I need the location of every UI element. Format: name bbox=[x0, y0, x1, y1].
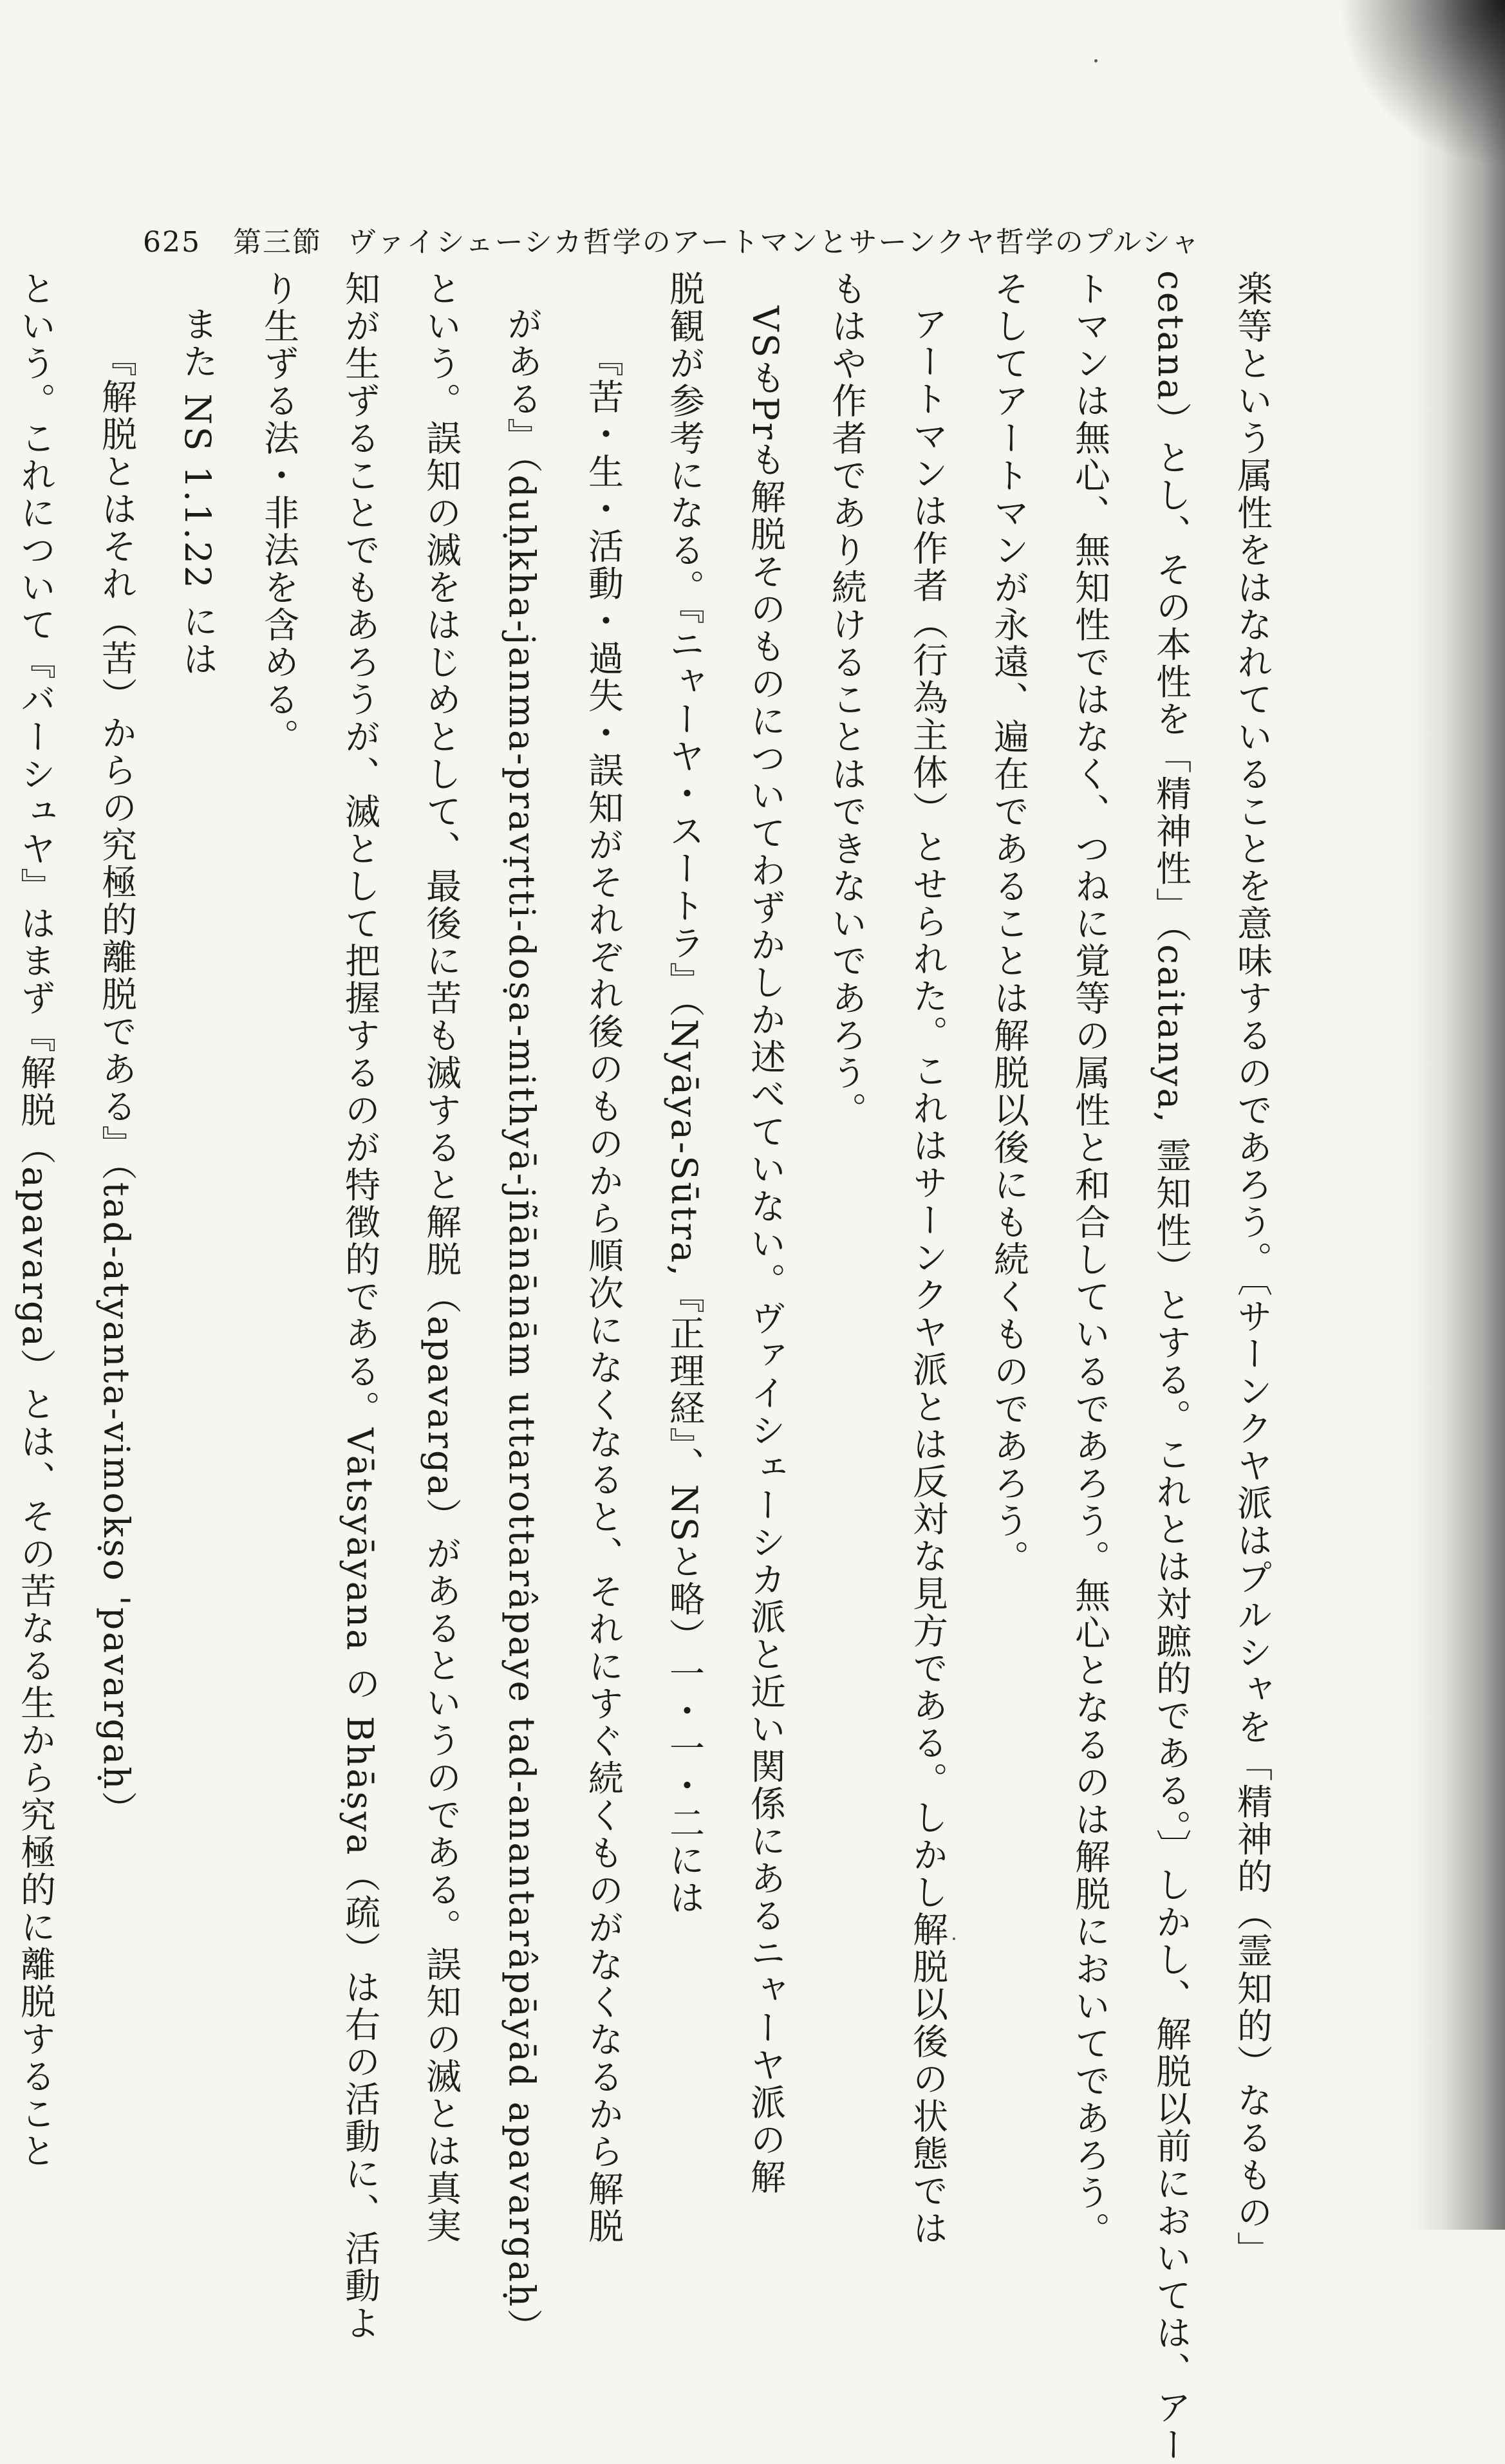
section-label: 第三節 bbox=[232, 226, 322, 259]
text-column: り生ずる法・非法を含める。 bbox=[258, 270, 299, 756]
text-column: VSもPrも解脱そのものについてわずかしか述べていない。ヴァイシェーシカ派と近い関係にあるニャーヤ派の解 bbox=[745, 306, 786, 2196]
text-column: アートマンは作者（行為主体）とせられた。これはサーンクヤ派とは反対な見方である。しかし解脱以後の状態では bbox=[907, 306, 948, 2247]
text-column: 『苦・生・活動・過失・誤知がそれぞれ後のものから順次になくなると、それにすぐ続くものがなくなるから解脱 bbox=[583, 341, 624, 2245]
text-column: という。これについて『バーシュヤ』はまず『解脱（apavarga）とは、その苦なる生から究極的に離脱すること bbox=[15, 270, 56, 2170]
text-column: もはや作者であり続けることはできないであろう。 bbox=[826, 270, 867, 1129]
text-column: 知が生ずることでもあろうが、滅として把握するのが特徴的である。Vātsyāyana の Bhāṣya（疏）は右の活動に、活動よ bbox=[339, 270, 380, 2342]
text-column: また NS 1.1.22 には bbox=[177, 306, 218, 678]
text-column: 『解脱とはそれ（苦）からの究極的離脱である』（tad-atyanta-vimokṣo 'pavargaḥ） bbox=[96, 341, 137, 1829]
running-header bbox=[143, 219, 1201, 260]
text-column: 脱観が参考になる。『ニャーヤ・スートラ』（Nyāya-Sūtra,『正理経』、NSと略）一・一・二には bbox=[664, 270, 705, 1917]
text-column: がある』（duḥkha-janma-pravṛtti-doṣa-mithyā-jñānānām uttarottarâpaye tad-anantarâpāyād apavargaḥ） bbox=[501, 306, 543, 2346]
text-column: そしてアートマンが永遠、遍在であることは解脱以後にも続くものであろう。 bbox=[988, 270, 1029, 1577]
text-column: cetana）とし、その本性を「精神性」（caitanya, 霊知性）とする。これとは対蹠的である。〕しかし、解脱以前においては、アー bbox=[1150, 270, 1192, 2464]
page-number: 625 bbox=[143, 226, 201, 259]
text-column: 楽等という属性をはなれていることを意味するのであろう。〔サーンクヤ派はプルシャを「精神的（霊知的）なるもの」 bbox=[1231, 270, 1273, 2269]
scan-speck bbox=[1094, 59, 1098, 62]
vertical-body-text bbox=[0, 270, 1293, 2464]
page-edge-shadow bbox=[1408, 0, 1505, 2230]
text-column: という。誤知の滅をはじめとして、最後に苦も滅すると解脱（apavarga）があるというのである。誤知の滅とは真実 bbox=[420, 270, 462, 2245]
text-column: トマンは無心、無知性ではなく、つねに覚等の属性と和合しているであろう。無心となるのは解脱においてであろう。 bbox=[1069, 270, 1110, 2249]
running-title: ヴァイシェーシカ哲学のアートマンとサーンクヤ哲学のプルシャ bbox=[347, 226, 1201, 259]
page-corner-shadow bbox=[1338, 0, 1505, 167]
